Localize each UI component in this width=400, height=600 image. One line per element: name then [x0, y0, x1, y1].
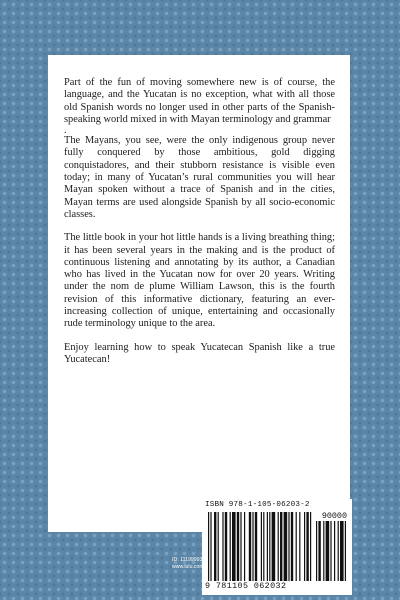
barcode-bar [338, 521, 339, 581]
barcode-bar [284, 512, 288, 581]
price-code: 90000 [321, 511, 347, 521]
isbn-label: ISBN 978-1-105-06203-2 [205, 501, 310, 509]
barcode-bar [232, 512, 236, 581]
barcode-addon-bars [316, 521, 348, 581]
lulu-imprint [172, 557, 204, 571]
barcode-bar [230, 512, 231, 581]
barcode-bar [310, 512, 311, 581]
barcode-bar [261, 512, 262, 581]
barcode-bar [334, 521, 335, 581]
barcode-bar [330, 521, 331, 581]
barcode-digits: 9 781105 062032 [205, 581, 287, 591]
barcode-bar [208, 512, 209, 581]
barcode-bar [306, 512, 308, 581]
blurb-paragraph-3: The little book in your hot little hands is a living breathing thing; it has been several years in the making and is the product of continuous listening and annotating by its author, a Canadian who has lived in the Yucatan now for over 20 years. Writing under the nom de plume William Lawson, this is the fourth revision of this informative dictionary, featuring an ever-increasing collection of unique, entertaining and occasionally rude terminology unique to the area. [64, 232, 335, 330]
barcode-bar [278, 512, 279, 581]
barcode-bar [345, 521, 346, 581]
barcode-bar [291, 512, 293, 581]
barcode-bar [252, 512, 253, 581]
barcode-bar [280, 512, 282, 581]
barcode-bar [288, 512, 289, 581]
blurb-panel [48, 55, 350, 532]
blurb-paragraph-4: Enjoy learning how to speak Yucatecan Spanish like a true Yucatecan! [64, 341, 335, 365]
barcode-bar [210, 512, 211, 581]
barcode-bar [237, 512, 239, 581]
isbn-barcode [202, 499, 352, 595]
stray-period: . [64, 125, 67, 137]
imprint-site: www.lulu.com [172, 564, 204, 570]
barcode-bar [340, 521, 344, 581]
barcode-bar [269, 512, 270, 581]
barcode-bar [316, 521, 317, 581]
imprint-id: ID: 11199993 [172, 557, 203, 563]
barcode-bar [263, 512, 264, 581]
barcode-bar [299, 512, 300, 581]
barcode-bar [272, 512, 276, 581]
barcode-bar [244, 512, 245, 581]
barcode-bar [267, 512, 268, 581]
blurb-paragraph-2: The Mayans, you see, were the only indigenous group never fully conquered by those ambitious, gold digging conquistadores, and their stubborn resistance is visible even today; in many of Yucatan’s rural communities you will hear Mayan spoken without a trace of Spanish and in the cities, Mayan terms are used alongside Spanish by all socio-economic classes. [64, 135, 335, 220]
barcode-bar [296, 512, 297, 581]
barcode-bar [255, 512, 257, 581]
barcode-bar [240, 512, 241, 581]
barcode-bar [249, 512, 251, 581]
barcode-main-bars [208, 512, 312, 581]
barcode-bar [222, 512, 223, 581]
barcode-bar [225, 512, 227, 581]
barcode-bar [326, 521, 330, 581]
barcode-bar [304, 512, 305, 581]
barcode-bar [214, 512, 216, 581]
blurb-paragraph-1: Part of the fun of moving somewhere new is of course, the language, and the Yucatan is no exception, what with all those old Spanish words no longer used in other parts of the Spanish-speaking world mixed in with Mayan terminology and grammar [64, 77, 335, 125]
barcode-bar [323, 521, 324, 581]
barcode-bar [218, 512, 219, 581]
barcode-bar [318, 521, 320, 581]
